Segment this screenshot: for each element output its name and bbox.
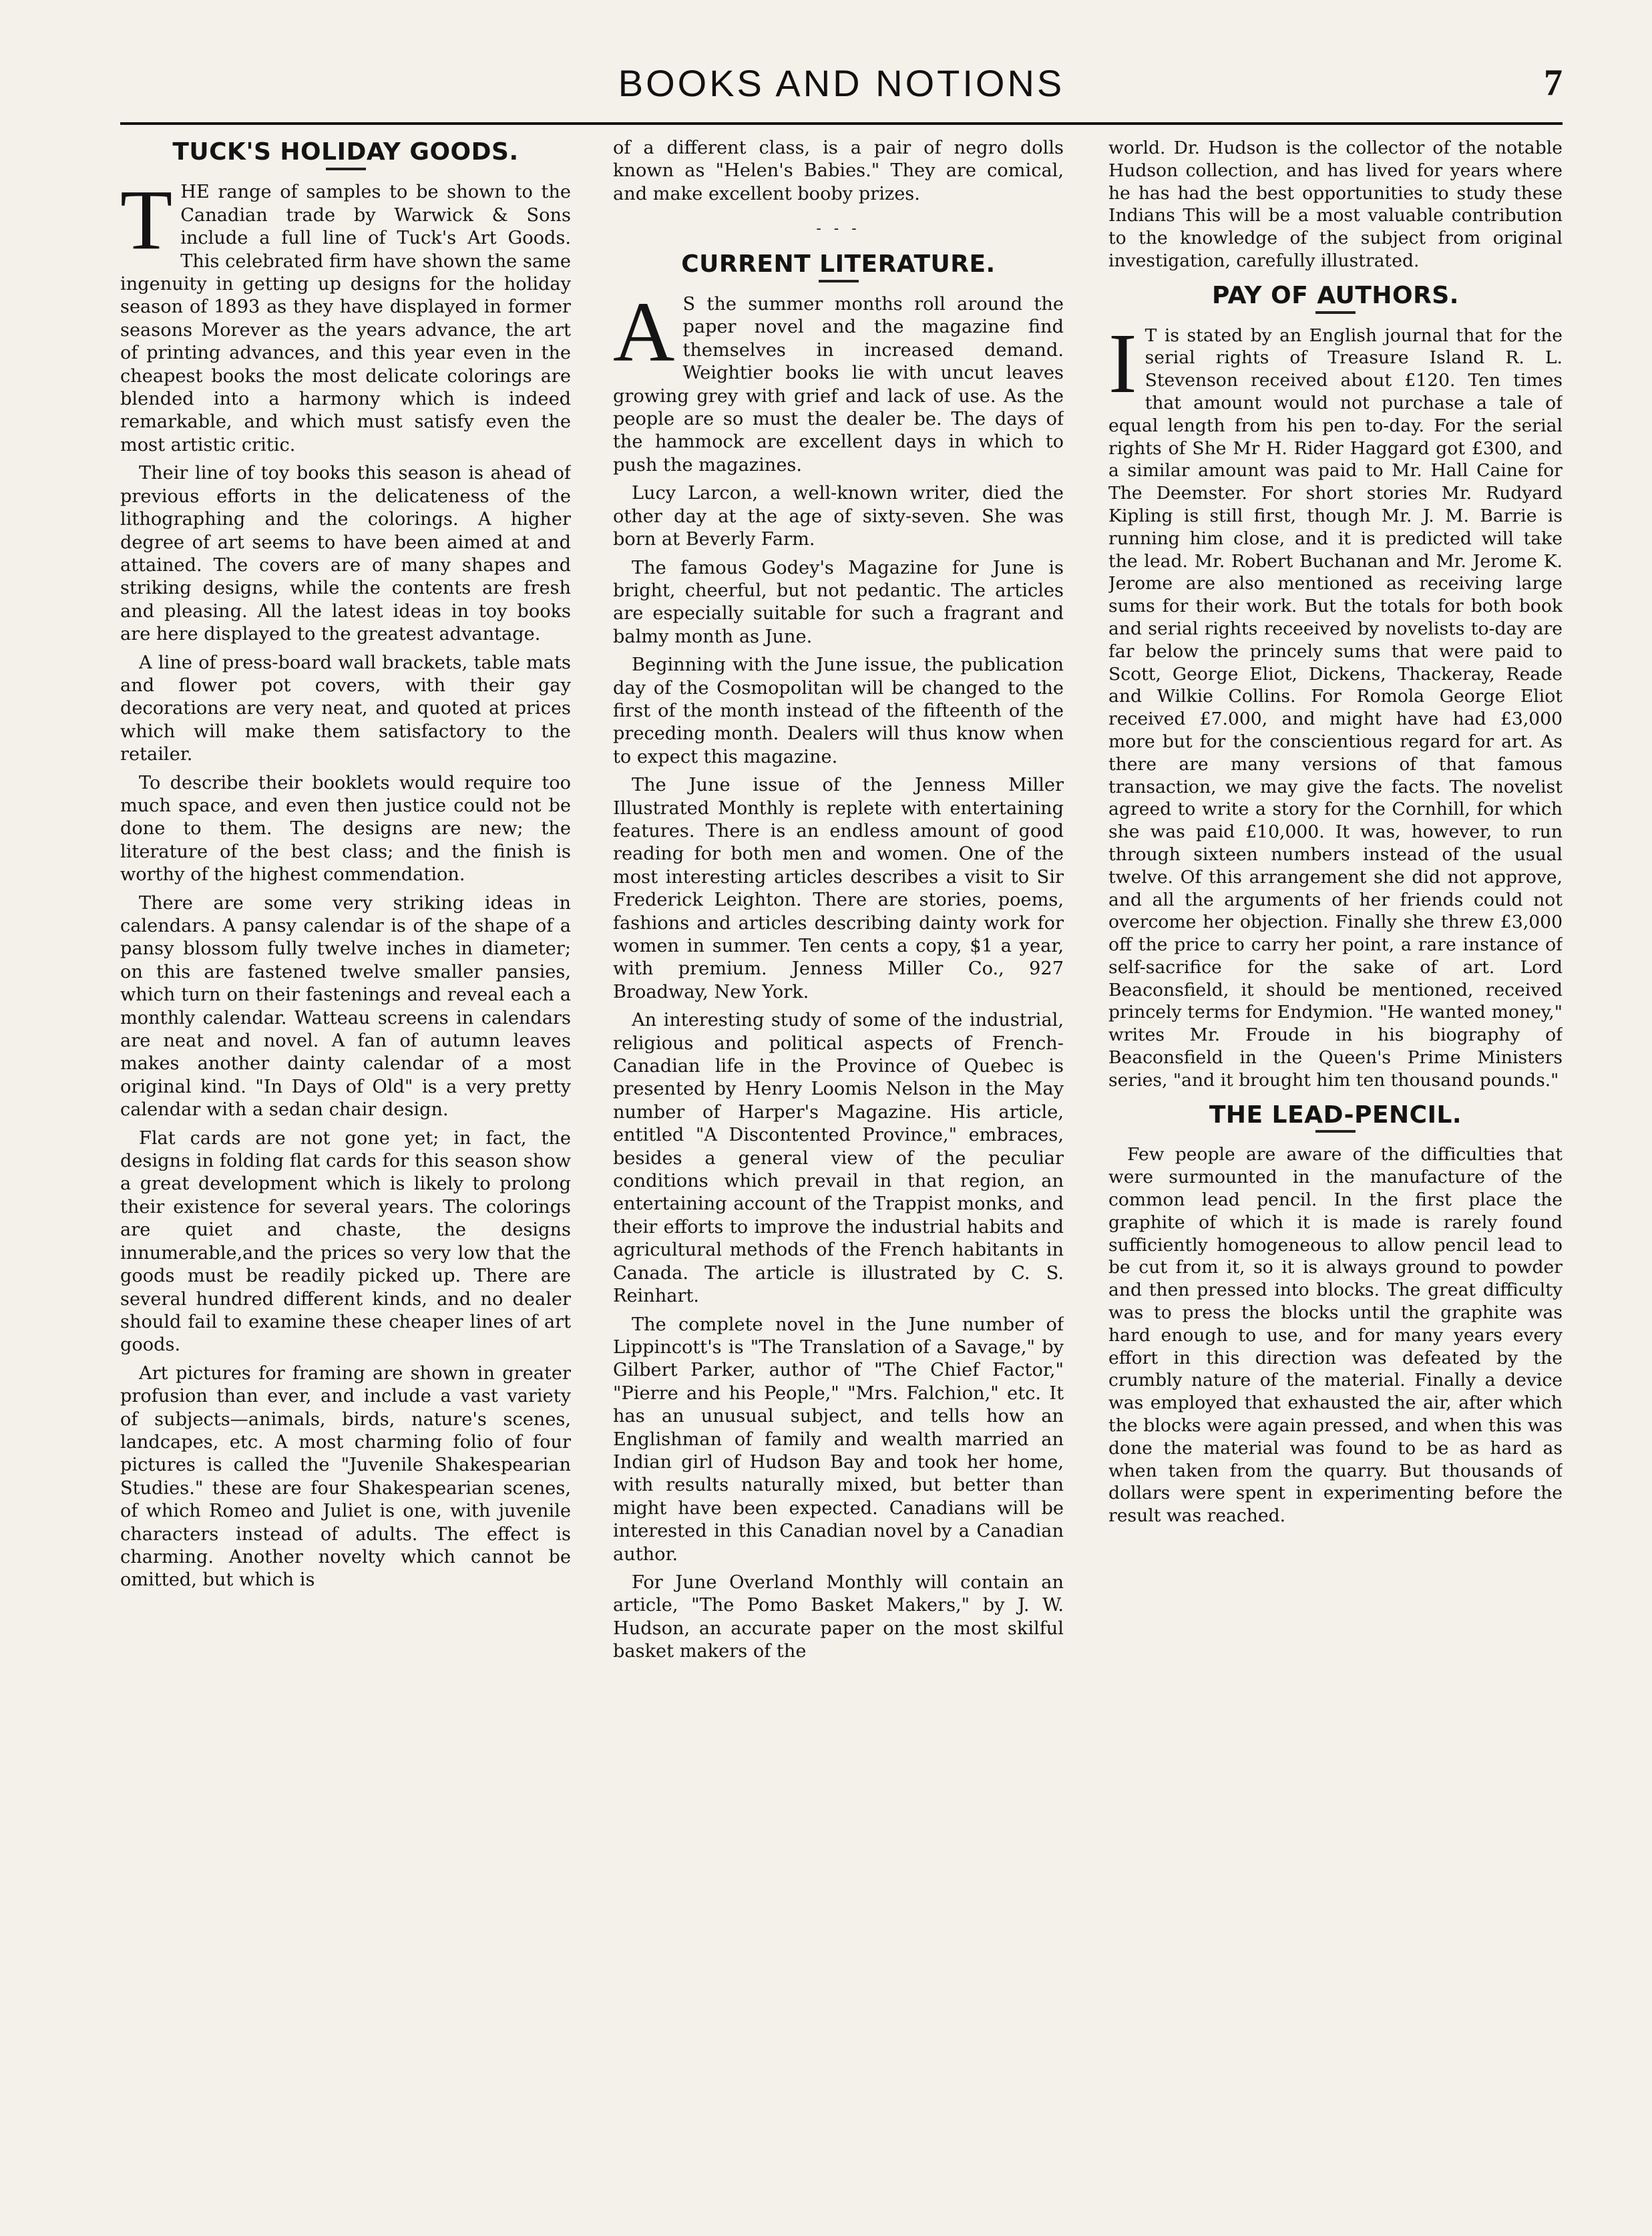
heading-rule [1315, 1130, 1356, 1133]
running-title: BOOKS AND NOTIONS [618, 62, 1065, 104]
article-paragraph: Lucy Larcon, a well-known writer, died the other day at the age of sixty-seven. She was born at Beverly Farm. [613, 483, 1064, 550]
paragraph-text: the summer months roll around the paper novel and the magazine find themselves in increased demand. Weightier books lie with uncut leaves growing grey with grief and lack of use. As the people are so must the dealer be. The days of the hammock are excellent days in which to push the magazines. [613, 294, 1064, 476]
article-paragraph [613, 285, 1064, 477]
article-paragraph: Art pictures for framing are shown in greater profusion than ever, and include a vast variety of subjects—animals, birds, nature's scenes, landcapes, etc. A most charming folio of four pictures is called the "Juvenile Shakespearian Studies." these are four Shakespearian scenes, of which Romeo and Juliet is one, with juvenile characters instead of adults. The effect is charming. Another novelty which cannot be omitted, but which is [120, 1362, 571, 1591]
column-1 [120, 137, 571, 2194]
article-paragraph: The June issue of the Jenness Miller Illustrated Monthly is replete with entertaining features. There is an endless amount of good reading for both men and women. One of the most interesting articles describes a visit to Sir Frederick Leighton. There are stories, poems, fashions and articles describing dainty work for women in summer. Ten cents a copy, $1 a year, with premium. Jenness Miller Co., 927 Broadway, New York. [613, 775, 1064, 1002]
heading-rule [1315, 311, 1356, 314]
article-paragraph: of a different class, is a pair of negro dolls known as "Helen's Babies." They are comical, and make excellent booby prizes. [613, 138, 1064, 204]
article-paragraph: Their line of toy books this season is ahead of previous efforts in the delicateness of the lithographing and the colorings. A higher degree of art seems to have been aimed at and attained. The covers are of many shapes and striking designs, while the contents are fresh and pleasing. All the latest ideas in toy books are here displayed to the greatest advantage. [120, 463, 571, 645]
page-header [120, 61, 1563, 128]
drop-cap: I [1108, 315, 1137, 411]
article-paragraph: To describe their booklets would require too much space, and even then justice could not be done to them. The designs are new; the literature of the best class; and the finish is worthy of the highest commendation. [120, 772, 571, 886]
article-heading-pay-of-authors: PAY OF AUTHORS. [1212, 281, 1459, 309]
section-divider: - - - [816, 220, 861, 238]
article-paragraph [120, 172, 571, 457]
article-heading-tucks-holiday-goods: TUCK'S HOLIDAY GOODS. [172, 138, 519, 166]
article-paragraph: A line of press-board wall brackets, table mats and flower pot covers, with their gay decorations are very neat, and quoted at prices which will make them satisfactory to the retailer. [120, 652, 571, 765]
page-number: 7 [1544, 62, 1563, 104]
article-paragraph: There are some very striking ideas in calendars. A pansy calendar is of the shape of a pansy blossom fully twelve inches in diameter; on this are fastened twelve smaller pansies, which turn on their fastenings and reveal each a monthly calendar. Watteau screens in calendars are neat and novel. A fan of autumn leaves makes another dainty calendar of a most original kind. "In Days of Old" is a very pretty calendar with a sedan chair design. [120, 892, 571, 1121]
drop-cap: A [613, 285, 675, 380]
article-paragraph: world. Dr. Hudson is the collector of the notable Hudson collection, and has lived for years where he has had the best opportunities to study these Indians This will be a most valuable contribution to the knowledge of the subject from original investigation, carefully illustrated. [1108, 138, 1563, 271]
paragraph-text: range of samples to be shown to the Canadian trade by Warwick & Sons include a full line of Tuck's Art Goods. This celebrated firm have shown the same ingenuity in getting up designs for the holiday season of 1893 as they have displayed in former seasons Morever as the years advance, the art of printing advances, and this year even in the cheapest books the most delicate colorings are blended into a harmony which is indeed remarkable, and which must satisfy even the most artistic critic. [120, 182, 571, 455]
paragraph-text: is stated by an English journal that for the serial rights of Treasure Island R. L. Stevenson received about £120. Ten times that amount would not purchase a tale of equal length from his pen to-day. For the serial rights of She Mr H. Rider Haggard got £300, and a similar amount was paid to Mr. Hall Caine for The Deemster. For short stories Mr. Rudyard Kipling is still first, though Mr. J. M. Barrie is running him close, and it is predicted will take the lead. Mr. Robert Buchanan and Mr. Jerome K. Jerome are also mentioned as receiving large sums for their work. But the totals for both book and serial rights receeived by novelists to-day are far below the princely sums that were paid to Scott, George Eliot, Dickens, Thackeray, Reade and Wilkie Collins. For Romola George Eliot received £7.000, and might have had £3,000 more but for the conscientious regard for art. As there are many versions of that famous transaction, we may give the facts. The novelist agreed to write a story for the Cornhill, for which she was paid £10,000. It was, however, to run through sixteen numbers instead of the usual twelve. Of this arrangement she did not approve, and all the arguments of her friends could not overcome her objection. Finally she threw £3,000 off the price to carry her point, a rare instance of self-sacrifice for the sake of art. Lord Beaconsfield, it should be mentioned, received princely terms for Endymion. "He wanted money," writes Mr. Froude in his biography of Beaconsfield in the Queen's Prime Ministers series, "and it brought him ten thousand pounds." [1108, 325, 1563, 1091]
column-3 [1108, 137, 1563, 2194]
article-heading-the-lead-pencil: THE LEAD-PENCIL. [1209, 1101, 1462, 1129]
article-paragraph: Flat cards are not gone yet; in fact, the designs in folding flat cards for this season show a great development which is likely to prolong their existence for several years. The colorings are quiet and chaste, the designs innumerable,and the prices so very low that the goods must be readily picked up. There are several hundred different kinds, and no dealer should fail to examine these cheaper lines of art goods. [120, 1127, 571, 1356]
lead-word: T [1145, 325, 1157, 346]
article-paragraph: The famous Godey's Magazine for June is bright, cheerful, but not pedantic. The articles are especially suitable for such a fragrant and balmy month as June. [613, 557, 1064, 647]
column-2 [613, 137, 1064, 2194]
lead-word: HE [180, 182, 210, 203]
article-paragraph: An interesting study of some of the industrial, religious and political aspects of French-Canadian life in the Province of Quebec is presented by Henry Loomis Nelson in the May number of Harper's Magazine. His article, entitled "A Discontented Province," embraces, besides a general view of the peculiar conditions which prevail in that region, an entertaining account of the Trappist monks, and their efforts to improve the industrial habits and agricultural methods of the French habitants in Canada. The article is illustrated by C. S. Reinhart. [613, 1010, 1064, 1307]
article-paragraph: The complete novel in the June number of Lippincott's is "The Translation of a Savage," by Gilbert Parker, author of "The Chief Factor," "Pierre and his People," "Mrs. Falchion," etc. It has an unusual subject, and tells how an Englishman of family and wealth married an Indian girl of Hudson Bay and took her home, with results naturally mixed, but better than might have been expected. Canadians will be interested in this Canadian novel by a Canadian author. [613, 1314, 1064, 1565]
lead-word: S [682, 294, 696, 315]
drop-cap: T [120, 172, 173, 268]
header-rule [120, 122, 1563, 125]
article-heading-current-literature: CURRENT LITERATURE. [681, 250, 996, 278]
article-paragraph: Beginning with the June issue, the publication day of the Cosmopolitan will be changed to the first of the month instead of the fifteenth of the preceding month. Dealers will thus know when to expect this magazine. [613, 655, 1064, 767]
article-paragraph [1108, 315, 1563, 1092]
article-paragraph: Few people are aware of the difficulties that were surmounted in the manufacture of the common lead pencil. In the first place the graphite of which it is made is rarely found sufficiently homogeneous to allow pencil lead to be cut from it, so it is always ground to powder and then pressed into blocks. The great difficulty was to press the blocks until the graphite was hard enough to use, and for many years every effort in this direction was defeated by the crumbly nature of the material. Finally a device was employed that exhausted the air, after which the blocks were again pressed, and when this was done the material was found to be as hard as when taken from the quarry. But thousands of dollars were spent in experimenting before the result was reached. [1108, 1144, 1563, 1527]
heading-rule [326, 168, 366, 170]
heading-rule [819, 280, 859, 283]
article-paragraph: For June Overland Monthly will contain an article, "The Pomo Basket Makers," by J. W. Hudson, an accurate paper on the most skilful basket makers of the [613, 1571, 1064, 1662]
